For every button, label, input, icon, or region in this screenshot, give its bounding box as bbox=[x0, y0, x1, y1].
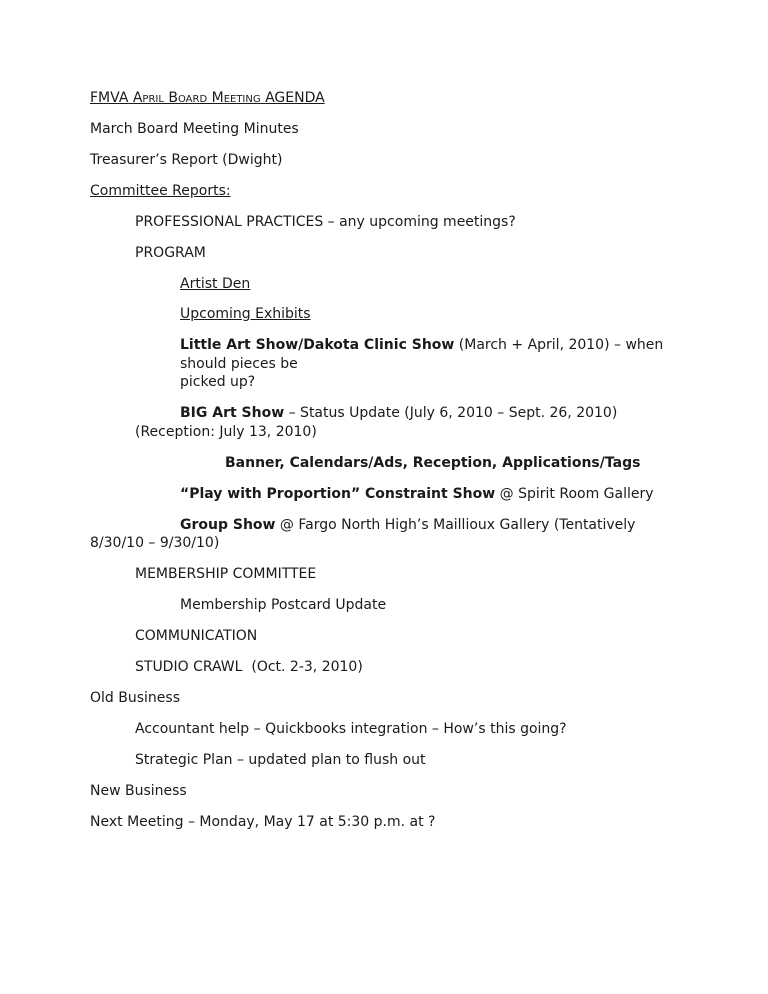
group-show-title: Group Show bbox=[180, 517, 276, 533]
membership-postcard-item: Membership Postcard Update bbox=[180, 597, 387, 613]
artist-den-item: Artist Den bbox=[180, 276, 251, 292]
professional-practices-item: PROFESSIONAL PRACTICES – any upcoming meetings? bbox=[135, 214, 516, 230]
little-art-show-dates: (March + April, 2010) – when bbox=[454, 337, 664, 353]
new-business-heading: New Business bbox=[90, 783, 187, 799]
studio-crawl-item: STUDIO CRAWL (Oct. 2-3, 2010) bbox=[135, 659, 363, 675]
communication-heading: COMMUNICATION bbox=[135, 628, 258, 644]
title-suffix: AGENDA bbox=[265, 90, 325, 106]
minutes-item: March Board Meeting Minutes bbox=[90, 121, 299, 137]
upcoming-exhibits-heading: Upcoming Exhibits bbox=[180, 306, 311, 322]
group-show-line1 bbox=[180, 516, 635, 534]
play-show-title: “Play with Proportion” Constraint Show bbox=[180, 486, 496, 502]
banner-item: Banner, Calendars/Ads, Reception, Applications/Tags bbox=[225, 455, 641, 471]
accountant-help-item: Accountant help – Quickbooks integration – How’s this going? bbox=[135, 721, 567, 737]
treasurer-item: Treasurer’s Report (Dwight) bbox=[90, 152, 283, 168]
group-show-venue: @ Fargo North High’s Maillioux Gallery (Tentatively bbox=[275, 517, 636, 533]
little-art-show-title: Little Art Show/Dakota Clinic Show bbox=[180, 337, 455, 353]
old-business-heading: Old Business bbox=[90, 690, 180, 706]
agenda-title bbox=[90, 89, 325, 107]
title-meeting: April Board Meeting bbox=[132, 90, 261, 106]
big-art-show-line2: (Reception: July 13, 2010) bbox=[135, 424, 317, 440]
little-art-show-line3: picked up? bbox=[180, 374, 256, 390]
group-show-line2: 8/30/10 – 9/30/10) bbox=[90, 535, 220, 551]
title-org: FMVA bbox=[90, 90, 129, 106]
strategic-plan-item: Strategic Plan – updated plan to flush out bbox=[135, 752, 426, 768]
play-show-item bbox=[180, 485, 654, 503]
play-show-venue: @ Spirit Room Gallery bbox=[495, 486, 654, 502]
little-art-show-line2: should pieces be bbox=[180, 356, 298, 372]
committee-reports-heading: Committee Reports: bbox=[90, 183, 231, 199]
little-art-show-line1 bbox=[180, 336, 663, 354]
membership-committee-heading: MEMBERSHIP COMMITTEE bbox=[135, 566, 317, 582]
big-art-show-line1 bbox=[180, 404, 617, 422]
next-meeting-item: Next Meeting – Monday, May 17 at 5:30 p.m. at ? bbox=[90, 814, 436, 830]
big-art-show-status: – Status Update (July 6, 2010 – Sept. 26, 2010) bbox=[284, 405, 618, 421]
program-heading: PROGRAM bbox=[135, 245, 206, 261]
big-art-show-title: BIG Art Show bbox=[180, 405, 285, 421]
